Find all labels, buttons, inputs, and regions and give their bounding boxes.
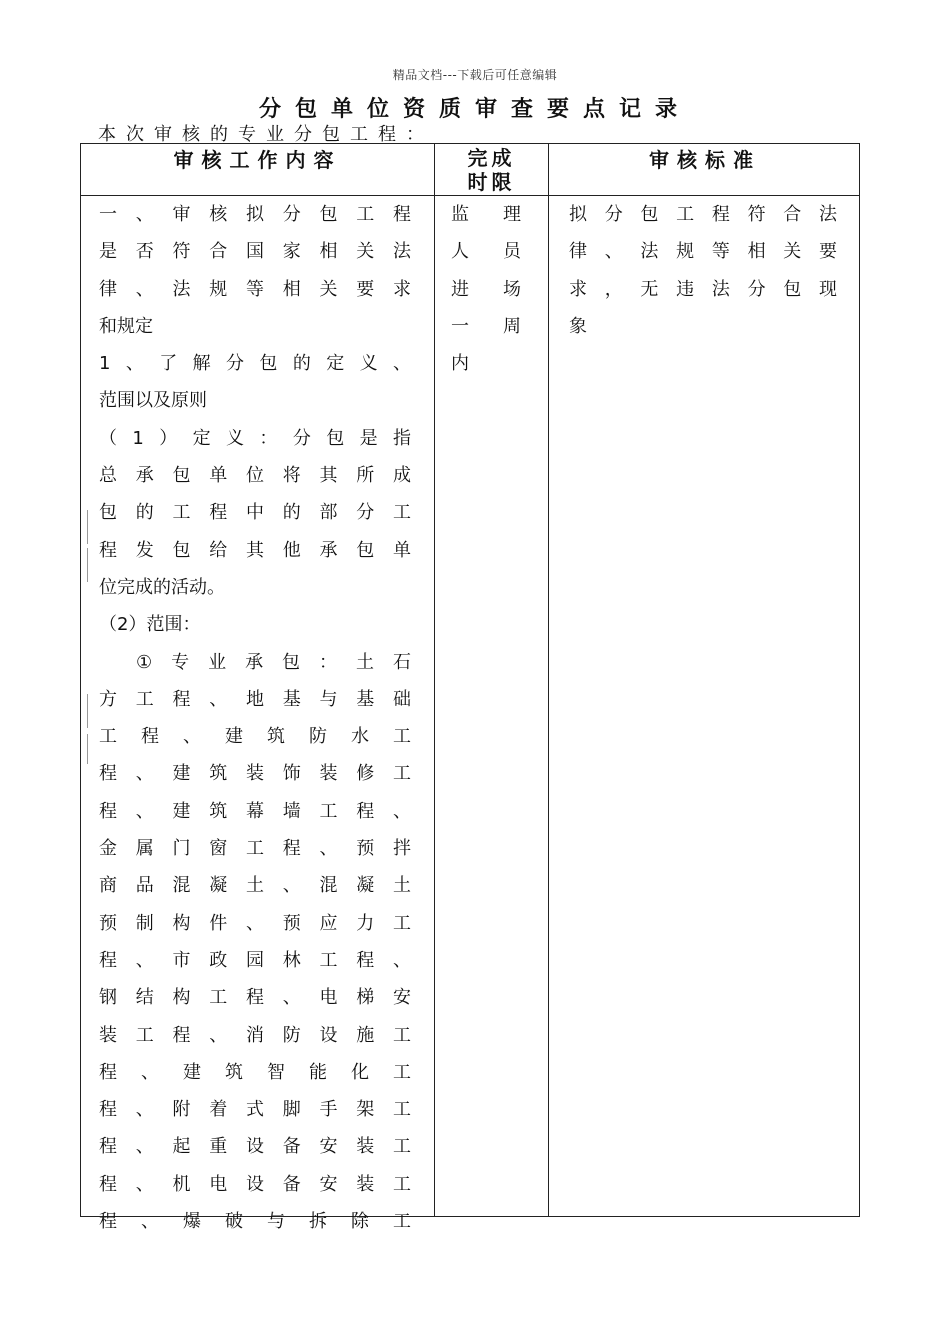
text-line: 程、建筑智能化工	[99, 1061, 411, 1083]
header-content: 审核工作内容	[173, 148, 342, 172]
text-line: 钢结构工程、电梯安	[99, 987, 411, 1009]
text-line: 程、市政园林工程、	[99, 949, 411, 971]
text-line: 金属门窗工程、预拌	[99, 838, 411, 860]
text-line: 律、法规等相关要	[569, 241, 837, 263]
column-divider-2	[548, 144, 549, 1216]
header-watermark: 精品文档---下载后可任意编辑	[392, 68, 558, 82]
text-line: 人员	[451, 241, 521, 263]
header-standard: 审核标准	[649, 148, 761, 172]
text-line: 拟分包工程符合法	[569, 204, 837, 225]
margin-mark	[87, 694, 88, 728]
column-divider-1	[434, 144, 435, 1216]
text-line: （1）定义：分包是指	[99, 427, 411, 449]
text-line: 求，无违法分包现	[569, 278, 837, 300]
text-line: 程、爆破与拆除工	[99, 1211, 411, 1233]
margin-mark	[87, 734, 88, 764]
text-line: 律、法规等相关要求	[99, 278, 411, 300]
text-line: 程、附着式脚手架工	[99, 1099, 411, 1121]
text-line: ①专业承包：土石	[99, 651, 411, 673]
text-line: 一、审核拟分包工程	[99, 204, 411, 225]
text-line: 预制构件、预应力工	[99, 912, 411, 934]
text-line: 范围以及原则	[99, 390, 207, 412]
text-line: 程、机电设备安装工	[99, 1173, 411, 1195]
content-column	[99, 196, 411, 1240]
text-line: 是否符合国家相关法	[99, 241, 411, 263]
text-line: 象	[569, 315, 587, 337]
margin-mark	[87, 548, 88, 582]
text-line: 程、建筑装饰装修工	[99, 763, 411, 785]
text-line: （2）范围：	[99, 614, 201, 636]
header-deadline	[435, 144, 548, 197]
standard-column	[569, 196, 837, 345]
text-line: 内	[451, 353, 469, 375]
text-line: 进场	[451, 278, 521, 300]
text-line: 商品混凝土、混凝土	[99, 875, 411, 897]
deadline-column	[451, 196, 521, 382]
text-line: 总承包单位将其所成	[99, 465, 411, 487]
review-table	[80, 143, 860, 1233]
header-deadline-line2: 时限	[467, 170, 516, 194]
text-line: 1、了解分包的定义、	[99, 353, 411, 375]
text-line: 程发包给其他承包单	[99, 539, 411, 561]
text-line: 工程、建筑防水工	[99, 726, 411, 748]
text-line: 程、起重设备安装工	[99, 1136, 411, 1158]
text-line: 方工程、地基与基础	[99, 688, 411, 710]
text-line: 装工程、消防设施工	[99, 1024, 411, 1046]
text-line: 和规定	[99, 315, 153, 337]
text-line: 位完成的活动。	[99, 576, 225, 598]
text-line: 一周	[451, 315, 521, 337]
text-line: 监理	[451, 204, 521, 225]
project-line: 本次审核的专业分包工程：	[98, 124, 434, 145]
margin-mark	[87, 510, 88, 544]
text-line: 包的工程中的部分工	[99, 502, 411, 524]
header-deadline-line1: 完成	[467, 146, 516, 170]
document-title: 分包单位资质审查要点记录	[258, 97, 691, 122]
text-line: 程、建筑幕墙工程、	[99, 800, 411, 822]
